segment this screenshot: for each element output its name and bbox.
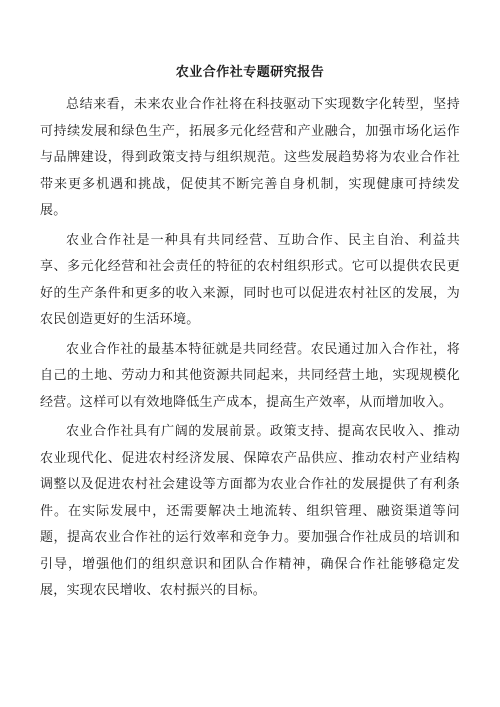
document-title: 农业合作社专题研究报告: [175, 65, 325, 80]
paragraph-1: 总结来看，未来农业合作社将在科技驱动下实现数字化转型，坚持可持续发展和绿色生产，拓展多元化经营和产业融合，加强市场化运作与品牌建设，得到政策支持与组织规范。这些发展趋势将为农业合作社带来更多机遇和挑战，促使其不断完善自身机制，实现健康可持续发展。: [40, 97, 460, 218]
document-page: [40, 62, 460, 608]
paragraph-2: 农业合作社是一种具有共同经营、互助合作、民主自治、利益共享、多元化经营和社会责任的特征的农村组织形式。它可以提供农民更好的生产条件和更多的收入来源，同时也可以促进农村社区的发展，为农民创造更好的生活环境。: [40, 232, 460, 327]
paragraph-4: 农业合作社具有广阔的发展前景。政策支持、提高农民收入、推动农业现代化、促进农村经济发展、保障农产品供应、推动农村产业结构调整以及促进农村社会建设等方面都为农业合作社的发展提供了有利条件。在实际发展中，还需要解决土地流转、组织管理、融资渠道等问题，提高农业合作社的运行效率和竞争力。要加强合作社成员的培训和引导，增强他们的组织意识和团队合作精神，确保合作社能够稳定发展，实现农民增收、农村振兴的目标。: [40, 424, 460, 598]
paragraph-3: 农业合作社的最基本特征就是共同经营。农民通过加入合作社，将自己的土地、劳动力和其他资源共同起来，共同经营土地，实现规模化经营。这样可以有效地降低生产成本，提高生产效率，从而增加收入。: [40, 341, 460, 410]
